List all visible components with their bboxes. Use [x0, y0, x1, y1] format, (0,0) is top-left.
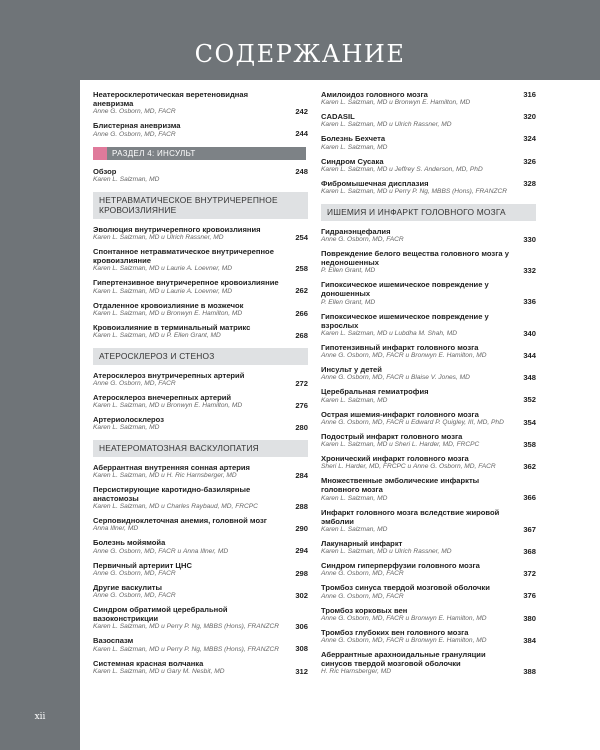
section-color-marker — [93, 147, 107, 160]
entry-authors: Anne G. Osborn, MD, FACR — [93, 379, 176, 387]
toc-entry — [93, 605, 308, 631]
entry-authors: Karen L. Salzman, MD и Bronwyn E. Hamilton, MD — [321, 99, 471, 107]
entry-page-number: 388 — [523, 667, 536, 677]
entry-authors: Karen L. Salzman, MD и P. Ellen Grant, MD — [93, 332, 221, 340]
entry-title: Гипертензивное внутричерепное кровоизлияние — [93, 278, 279, 288]
toc-entry — [321, 249, 536, 275]
entry-authors: Karen L. Salzman, MD и Jeffrey S. Anderson, MD, PhD — [321, 165, 483, 173]
entry-page-number: 380 — [523, 613, 536, 623]
entry-page-number: 242 — [295, 107, 308, 117]
entry-page-number: 362 — [523, 461, 536, 471]
entry-authors: Anne G. Osborn, MD, FACR и Anna Illner, MD — [93, 547, 229, 555]
entry-title: Аберрантные арахноидальные грануляции синусов твердой мозговой оболочки — [321, 649, 486, 669]
entry-authors: Anne G. Osborn, MD, FACR и Edward P. Quigley, III, MD, PhD — [321, 418, 504, 426]
entry-page-number: 340 — [523, 328, 536, 338]
toc-entry — [321, 628, 536, 645]
entry-authors: Anne G. Osborn, MD, FACR и Bronwyn E. Hamilton, MD — [321, 636, 487, 644]
subsection-heading: ИШЕМИЯ И ИНФАРКТ ГОЛОВНОГО МОЗГА — [321, 204, 536, 221]
entry-page-number: 348 — [523, 373, 536, 383]
toc-entry — [321, 112, 536, 129]
entry-page-number: 258 — [295, 264, 308, 274]
toc-entry — [93, 247, 308, 273]
entry-title: Множественные эмболические инфаркты головного мозга — [321, 476, 480, 495]
entry-authors: Anne G. Osborn, MD, FACR и Bronwyn E. Hamilton, MD — [321, 352, 487, 360]
entry-title: Фибромышечная дисплазия — [321, 178, 429, 188]
toc-entry — [93, 90, 308, 116]
entry-page-number: 344 — [523, 350, 536, 360]
entry-title: Персистирующие каротидно-базилярные анастомозы — [93, 484, 251, 504]
toc-entry — [93, 583, 308, 600]
toc-entry — [93, 371, 308, 388]
entry-title: Гипотензивный инфаркт головного мозга — [321, 342, 479, 352]
entry-page-number: 320 — [523, 112, 536, 122]
entry-authors: Karen L. Salzman, MD и Ulrich Rassner, MD — [321, 121, 452, 129]
entry-title: Синдром Сусака — [321, 156, 384, 166]
entry-authors: Karen L. Salzman, MD и Perry P. Ng, MBBS (Hons), FRANZCR — [321, 188, 508, 196]
entry-page-number: 266 — [295, 308, 308, 318]
toc-entry — [321, 280, 536, 306]
entry-title: Эволюция внутричерепного кровоизлияния — [93, 224, 261, 234]
toc-entry — [321, 387, 536, 404]
entry-title: Инфаркт головного мозга вследствие жировой эмболии — [321, 507, 500, 526]
entry-authors: Karen L. Salzman, MD — [321, 143, 388, 151]
toc-entry — [321, 410, 536, 427]
entry-page-number: 312 — [295, 666, 308, 676]
entry-title: Кровоизлияние в терминальный матрикс — [93, 322, 251, 332]
entry-title: Серповидноклеточная анемия, головной мозг — [93, 516, 267, 526]
entry-authors: Anne G. Osborn, MD, FACR — [93, 108, 176, 116]
toc-entry — [321, 583, 536, 600]
entry-page-number: 306 — [295, 622, 308, 632]
toc-left-column — [93, 90, 308, 681]
toc-entry — [93, 463, 308, 480]
entry-page-number: 354 — [523, 417, 536, 427]
toc-entry — [321, 365, 536, 382]
entry-title: Гидранэнцефалия — [321, 226, 391, 236]
entry-page-number: 376 — [523, 591, 536, 601]
section-banner — [93, 147, 306, 160]
entry-authors: Anne G. Osborn, MD, FACR и Blaise V. Jones, MD — [321, 374, 470, 382]
page-title: СОДЕРЖАНИЕ — [194, 40, 406, 68]
entry-authors: Karen L. Salzman, MD и Ulrich Rassner, MD — [321, 548, 452, 556]
entry-title: Инсульт у детей — [321, 365, 382, 375]
toc-entry — [93, 393, 308, 410]
entry-title: Блистерная аневризма — [93, 121, 181, 131]
toc-entry — [93, 167, 308, 184]
entry-authors: Karen L. Salzman, MD — [321, 525, 388, 533]
entry-title: Синдром обратимой церебральной вазоконстрикции — [93, 605, 228, 624]
entry-title: Атеросклероз внутричерепных артерий — [93, 370, 245, 380]
entry-page-number: 326 — [523, 156, 536, 166]
entry-title: Гипоксическое ишемическое повреждение у доношенных — [321, 280, 489, 299]
entry-page-number: 272 — [295, 378, 308, 388]
entry-title: Отдаленное кровоизлияние в мозжечок — [93, 300, 244, 310]
subsection-heading: НЕТРАВМАТИЧЕСКОЕ ВНУТРИЧЕРЕПНОЕ КРОВОИЗЛИЯНИЕ — [93, 192, 308, 219]
toc-entry — [321, 134, 536, 151]
entry-page-number: 324 — [523, 134, 536, 144]
entry-title: Тромбоз глубоких вен головного мозга — [321, 627, 469, 637]
toc-entry — [93, 659, 308, 676]
section-label: РАЗДЕЛ 4: ИНСУЛЬТ — [107, 147, 306, 160]
entry-authors: Karen L. Salzman, MD и Lubdha M. Shah, MD — [321, 329, 457, 337]
toc-entry — [93, 561, 308, 578]
entry-authors: Karen L. Salzman, MD и Laurie A. Loevner, MD — [93, 287, 233, 295]
entry-page-number: 244 — [295, 129, 308, 139]
entry-page-number: 368 — [523, 546, 536, 556]
entry-authors: P. Ellen Grant, MD — [321, 267, 376, 275]
toc-entry — [321, 157, 536, 174]
entry-authors: Karen L. Salzman, MD и Laurie A. Loevner, MD — [93, 265, 233, 273]
entry-title: Обзор — [93, 166, 117, 176]
entry-authors: Karen L. Salzman, MD — [93, 424, 160, 432]
entry-page-number: 358 — [523, 439, 536, 449]
entry-page-number: 336 — [523, 297, 536, 307]
entry-page-number: 294 — [295, 546, 308, 556]
toc-entry — [93, 225, 308, 242]
entry-authors: Karen L. Salzman, MD и Perry P. Ng, MBBS (Hons), FRANZCR — [93, 623, 280, 631]
toc-entry — [321, 432, 536, 449]
entry-authors: P. Ellen Grant, MD — [321, 298, 376, 306]
toc-entry — [321, 343, 536, 360]
toc-entry — [93, 301, 308, 318]
entry-page-number: 308 — [295, 644, 308, 654]
toc-entry — [321, 179, 536, 196]
entry-authors: Karen L. Salzman, MD и H. Ric Harnsberger, MD — [93, 471, 237, 479]
toc-entry — [93, 516, 308, 533]
entry-title: Другие васкулиты — [93, 582, 162, 592]
toc-entry — [321, 606, 536, 623]
entry-page-number: 290 — [295, 524, 308, 534]
entry-title: Гипоксическое ишемическое повреждение у взрослых — [321, 311, 489, 330]
toc-entry — [93, 278, 308, 295]
entry-page-number: 367 — [523, 524, 536, 534]
entry-page-number: 372 — [523, 569, 536, 579]
entry-authors: Anne G. Osborn, MD, FACR — [93, 569, 176, 577]
toc-entry — [321, 90, 536, 107]
entry-page-number: 328 — [523, 178, 536, 188]
entry-page-number: 254 — [295, 232, 308, 242]
entry-authors: Anne G. Osborn, MD, FACR — [321, 570, 404, 578]
page-number: xii — [34, 712, 46, 722]
entry-title: Церебральная гемиатрофия — [321, 387, 429, 397]
entry-authors: Karen L. Salzman, MD — [93, 175, 160, 183]
toc-entry — [321, 312, 536, 338]
subsection-heading: АТЕРОСКЛЕРОЗ И СТЕНОЗ — [93, 348, 308, 365]
toc-entry — [321, 539, 536, 556]
toc-right-column — [321, 90, 536, 681]
toc-entry — [321, 227, 536, 244]
entry-page-number: 284 — [295, 470, 308, 480]
entry-authors: Karen L. Salzman, MD и Bronwyn E. Hamilton, MD — [93, 401, 243, 409]
subsection-heading: НЕАТЕРОМАТОЗНАЯ ВАСКУЛОПАТИЯ — [93, 440, 308, 457]
toc-entry — [93, 636, 308, 653]
entry-authors: Anne G. Osborn, MD, FACR — [321, 235, 404, 243]
entry-authors: H. Ric Harnsberger, MD — [321, 668, 391, 676]
entry-authors: Anne G. Osborn, MD, FACR и Bronwyn E. Hamilton, MD — [321, 614, 487, 622]
entry-authors: Anne G. Osborn, MD, FACR — [93, 592, 176, 600]
toc-entry — [321, 476, 536, 502]
entry-title: Повреждение белого вещества головного мозга у недоношенных — [321, 248, 509, 267]
entry-page-number: 298 — [295, 568, 308, 578]
entry-authors: Karen L. Salzman, MD — [321, 494, 388, 502]
entry-page-number: 366 — [523, 493, 536, 503]
entry-authors: Karen L. Salzman, MD и Gary M. Nesbit, MD — [93, 667, 225, 675]
entry-title: Болезнь Бехчета — [321, 134, 386, 144]
entry-authors: Anna Illner, MD — [93, 525, 139, 533]
toc-entry — [321, 650, 536, 676]
entry-title: Подострый инфаркт головного мозга — [321, 431, 463, 441]
entry-page-number: 384 — [523, 635, 536, 645]
entry-title: Атеросклероз внечерепных артерий — [93, 392, 232, 402]
entry-title: CADASIL — [321, 112, 355, 122]
entry-title: Аберрантная внутренняя сонная артерия — [93, 462, 250, 472]
entry-authors: Karen L. Salzman, MD и Bronwyn E. Hamilton, MD — [93, 309, 243, 317]
entry-page-number: 276 — [295, 400, 308, 410]
entry-title: Амилоидоз головного мозга — [321, 90, 428, 99]
entry-page-number: 316 — [523, 90, 536, 99]
entry-authors: Anne G. Osborn, MD, FACR — [321, 592, 404, 600]
entry-title: Спонтанное нетравматическое внутричерепное кровоизлияние — [93, 247, 274, 266]
entry-title: Тромбоз корковых вен — [321, 605, 408, 615]
entry-page-number: 248 — [295, 166, 308, 176]
toc-entry — [321, 508, 536, 534]
toc-entry — [93, 485, 308, 511]
entry-title: Неатеросклеротическая веретеновидная аневризма — [93, 90, 249, 109]
entry-page-number: 302 — [295, 590, 308, 600]
entry-page-number: 352 — [523, 395, 536, 405]
entry-title: Системная красная волчанка — [93, 658, 204, 668]
toc-entry — [93, 538, 308, 555]
entry-title: Вазоспазм — [93, 636, 134, 646]
entry-title: Тромбоз синуса твердой мозговой оболочки — [321, 583, 490, 593]
entry-authors: Karen L. Salzman, MD — [321, 396, 388, 404]
entry-page-number: 268 — [295, 330, 308, 340]
entry-title: Лакунарный инфаркт — [321, 538, 403, 548]
toc-entry — [93, 323, 308, 340]
entry-page-number: 330 — [523, 234, 536, 244]
side-band — [0, 80, 80, 750]
entry-page-number: 262 — [295, 286, 308, 296]
toc-entry — [321, 454, 536, 471]
entry-authors: Karen L. Salzman, MD и Charles Raybaud, MD, FRCPC — [93, 503, 258, 511]
entry-title: Синдром гиперперфузии головного мозга — [321, 561, 480, 571]
toc-entry — [93, 415, 308, 432]
toc-entry — [93, 121, 308, 138]
entry-title: Артериолосклероз — [93, 414, 164, 424]
entry-authors: Karen L. Salzman, MD и Sheri L. Harder, MD, FRCPC — [321, 440, 480, 448]
entry-title: Болезнь мойямойа — [93, 538, 166, 548]
entry-page-number: 288 — [295, 502, 308, 512]
entry-page-number: 280 — [295, 422, 308, 432]
entry-authors: Sheri L. Harder, MD, FRCPC и Anne G. Osborn, MD, FACR — [321, 463, 496, 471]
toc-entry — [321, 561, 536, 578]
entry-authors: Karen L. Salzman, MD и Perry P. Ng, MBBS (Hons), FRANZCR — [93, 645, 280, 653]
entry-title: Острая ишемия-инфаркт головного мозга — [321, 409, 479, 419]
entry-title: Первичный артериит ЦНС — [93, 560, 192, 570]
entry-title: Хронический инфаркт головного мозга — [321, 453, 469, 463]
entry-authors: Karen L. Salzman, MD и Ulrich Rassner, MD — [93, 234, 224, 242]
entry-authors: Anne G. Osborn, MD, FACR — [93, 130, 176, 138]
entry-page-number: 332 — [523, 265, 536, 275]
